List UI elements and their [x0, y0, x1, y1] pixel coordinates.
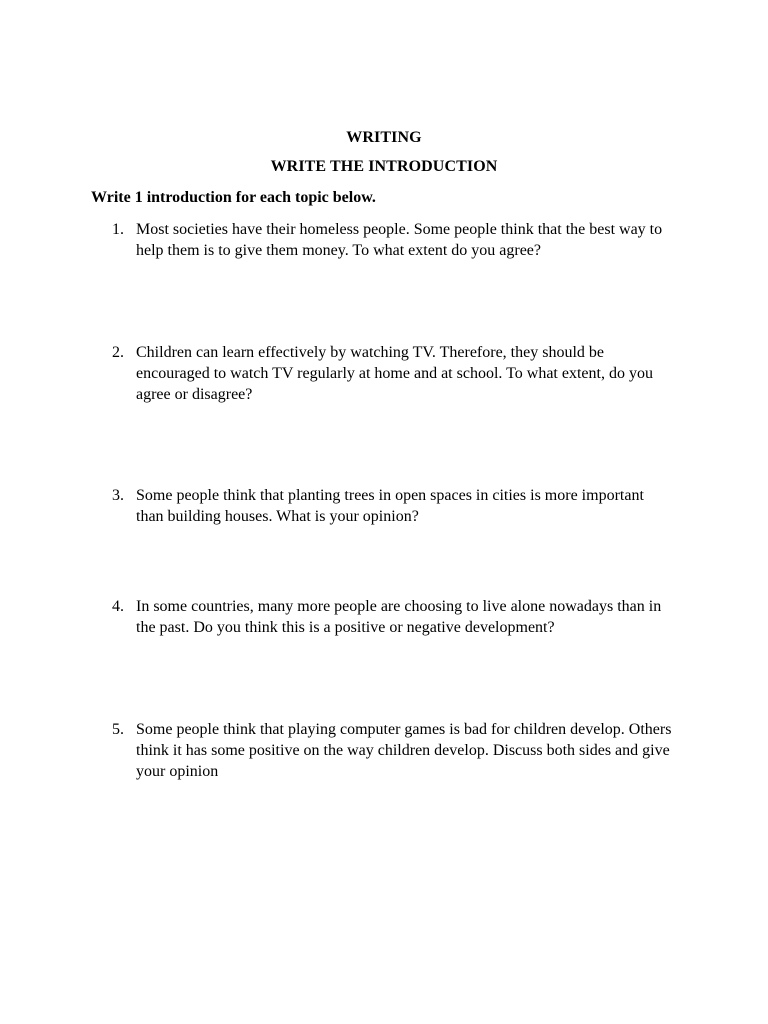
topic-item-2: [112, 342, 672, 405]
topic-item-4: [112, 596, 672, 638]
topic-item-3: [112, 485, 672, 527]
topic-number: 4.: [112, 598, 124, 615]
topic-number: 5.: [112, 721, 124, 738]
topic-text: Most societies have their homeless people. Some people think that the best way to help them is to give them money. To what extent do you agree?: [136, 221, 663, 259]
topic-item-5: [112, 719, 672, 782]
topic-item-1: [112, 219, 672, 261]
topic-number: 2.: [112, 344, 124, 361]
topic-text: Some people think that planting trees in open spaces in cities is more important than building houses. What is your opinion?: [136, 487, 644, 525]
page-title: WRITING: [346, 129, 422, 146]
page-subtitle: WRITE THE INTRODUCTION: [270, 158, 498, 175]
topic-text: Children can learn effectively by watching TV. Therefore, they should be encouraged to watch TV regularly at home and at school. To what extent, do you agree or disagree?: [136, 344, 653, 403]
topic-text: Some people think that playing computer games is bad for children develop. Others think it has some positive on the way children develop. Discuss both sides and give your opinion: [136, 721, 672, 780]
topic-number: 3.: [112, 487, 124, 504]
instruction-text: Write 1 introduction for each topic below.: [91, 189, 376, 206]
topic-text: In some countries, many more people are choosing to live alone nowadays than in the past. Do you think this is a positive or negative development?: [136, 598, 662, 636]
topic-number: 1.: [112, 221, 124, 238]
